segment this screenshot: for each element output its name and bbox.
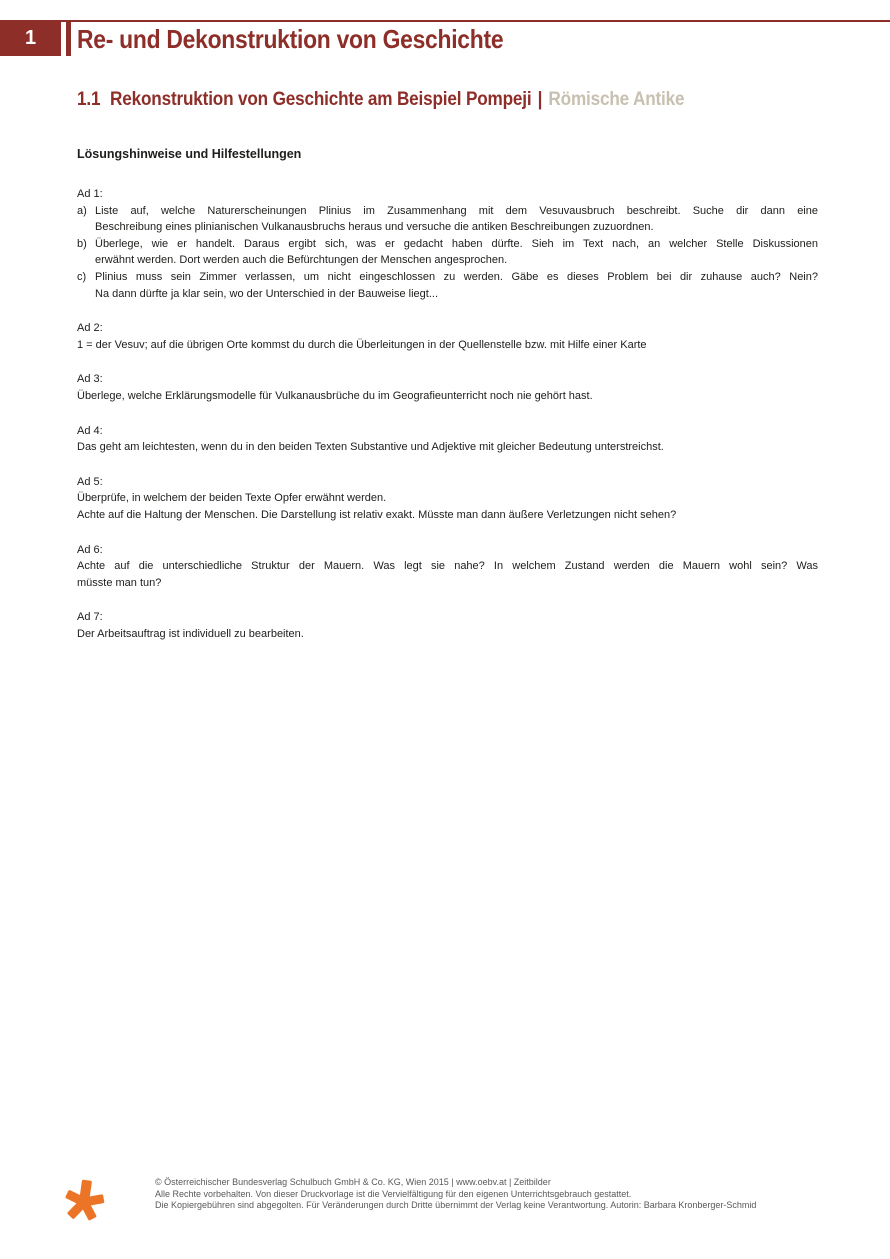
lettered-item bbox=[77, 269, 818, 302]
solutions-subheading: Lösungshinweise und Hilfestellungen bbox=[77, 147, 302, 161]
paragraph bbox=[77, 507, 818, 524]
paragraph bbox=[77, 439, 818, 456]
paragraph bbox=[77, 337, 818, 354]
imprint-line: Die Kopiergebühren sind abgegolten. Für Veränderungen durch Dritte übernimmt der Verlag keine Verantwortung. Autorin: Barbara Kronberger-Schmid bbox=[155, 1200, 757, 1211]
text-line: Das geht am leichtesten, wenn du in den beiden Texten Substantive und Adjektive mit gleicher Bedeutung unterstreichst. bbox=[77, 441, 664, 454]
solution-label: Ad 2: bbox=[77, 322, 103, 335]
solution-section bbox=[77, 609, 818, 642]
text-line: Beschreibung eines plinianischen Vulkanausbruchs heraus und versuche die antiken Beschreibungen zuzuordnen. bbox=[95, 221, 654, 234]
text-line: erwähnt werden. Dort werden auch die Befürchtungen der Menschen angesprochen. bbox=[95, 254, 508, 267]
solution-section bbox=[77, 320, 818, 353]
solution-label: Ad 1: bbox=[77, 188, 103, 200]
item-marker: b) bbox=[77, 237, 87, 250]
solution-label: Ad 5: bbox=[77, 475, 103, 488]
solution-section bbox=[77, 186, 818, 302]
header-rule bbox=[0, 20, 890, 22]
text-line: Der Arbeitsauftrag ist individuell zu bearbeiten. bbox=[77, 627, 304, 640]
solution-label: Ad 7: bbox=[77, 611, 103, 624]
paragraph bbox=[77, 558, 818, 591]
item-marker: a) bbox=[77, 204, 87, 217]
text-line: Plinius muss sein Zimmer verlassen, um nicht eingeschlossen zu werden. Gäbe es dieses Problem bei dir zuhause auch? Nein? bbox=[95, 270, 818, 283]
chapter-title: Re- und Dekonstruktion von Geschichte bbox=[77, 24, 504, 54]
text-line: Achte auf die unterschiedliche Struktur der Mauern. Was legt sie nahe? In welchem Zustand werden die Mauern wohl sein? Was bbox=[77, 560, 818, 573]
imprint-line: © Österreichischer Bundesverlag Schulbuch GmbH & Co. KG, Wien 2015 | www.oebv.at | Zeitbilder bbox=[155, 1177, 551, 1187]
text-line: 1 = der Vesuv; auf die übrigen Orte kommst du durch die Überleitungen in der Quellenstelle bzw. mit Hilfe einer Karte bbox=[77, 338, 647, 351]
text-line: müsste man tun? bbox=[77, 576, 162, 589]
solution-section bbox=[77, 371, 818, 404]
lettered-item bbox=[77, 203, 818, 236]
solution-section bbox=[77, 542, 818, 592]
solution-label: Ad 6: bbox=[77, 543, 103, 556]
oebv-asterisk-logo-icon bbox=[63, 1179, 105, 1225]
solution-label: Ad 3: bbox=[77, 373, 103, 386]
imprint bbox=[155, 1177, 756, 1212]
solution-section bbox=[77, 474, 818, 524]
text-line: Na dann dürfte ja klar sein, wo der Unterschied in der Bauweise liegt... bbox=[95, 287, 439, 300]
text-line: Achte auf die Haltung der Menschen. Die Darstellung ist relativ exakt. Müsste man dann äußere Verletzungen nicht sehen? bbox=[77, 508, 677, 521]
section-era-tag: Römische Antike bbox=[548, 88, 685, 110]
paragraph bbox=[77, 490, 818, 507]
text-line: Liste auf, welche Naturerscheinungen Plinius im Zusammenhang mit dem Vesuvausbruch beschreibt. Suche dir dann eine bbox=[95, 204, 818, 217]
text-line: Überlege, welche Erklärungsmodelle für Vulkanausbrüche du im Geografieunterricht noch nie gehört hast. bbox=[77, 389, 593, 402]
solution-label: Ad 4: bbox=[77, 424, 103, 437]
section-separator: | bbox=[537, 88, 543, 110]
text-line: Überlege, wie er handelt. Daraus ergibt sich, was er gedacht haben dürfte. Sieh im Text nach, an welcher Stelle Diskussionen bbox=[95, 237, 818, 250]
chapter-number-badge bbox=[0, 22, 61, 56]
paragraph bbox=[77, 388, 818, 405]
solutions bbox=[77, 186, 818, 642]
imprint-line: Alle Rechte vorbehalten. Von dieser Druckvorlage ist die Vervielfältigung für den eigenen Unterrichtsgebrauch gestattet. bbox=[155, 1188, 632, 1199]
lettered-item bbox=[77, 236, 818, 269]
solution-section bbox=[77, 423, 818, 456]
section-title: Rekonstruktion von Geschichte am Beispiel Pompeji bbox=[110, 88, 532, 110]
section-number: 1.1 bbox=[77, 88, 101, 110]
text-line: Überprüfe, in welchem der beiden Texte Opfer erwähnt werden. bbox=[77, 492, 387, 505]
chapter-divider-bar bbox=[66, 22, 71, 56]
item-marker: c) bbox=[77, 270, 87, 283]
chapter-number: 1 bbox=[24, 27, 37, 49]
section-heading bbox=[77, 88, 684, 111]
paragraph bbox=[77, 626, 818, 643]
